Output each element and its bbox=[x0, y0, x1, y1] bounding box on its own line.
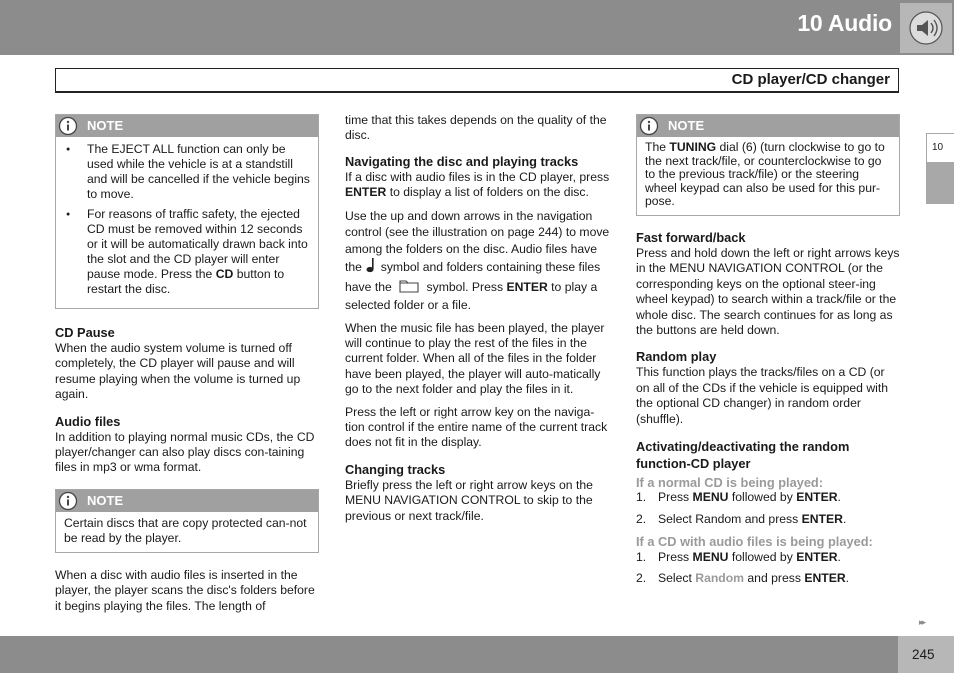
list-number: 1. bbox=[636, 549, 647, 564]
note-bullet bbox=[64, 207, 310, 297]
heading-fast-forward: Fast forward/back bbox=[636, 229, 746, 245]
bold-term: CD bbox=[215, 267, 234, 281]
bold-term: MENU bbox=[692, 490, 729, 505]
section-title: CD player/CD changer bbox=[731, 71, 890, 88]
note-label: NOTE bbox=[87, 118, 124, 133]
text: to play a selected folder or a file. bbox=[345, 279, 598, 313]
bold-term: ENTER bbox=[796, 549, 838, 564]
bold-term: ENTER bbox=[796, 490, 838, 505]
heading-changing-tracks: Changing tracks bbox=[345, 461, 446, 477]
note-header bbox=[56, 490, 318, 512]
paragraph bbox=[345, 170, 610, 201]
paragraph: Press and hold down the left or right arrows keys in the MENU NAVIGATION CONTROL (or the corresponding keys on the optional steer-ing wheel keypad) to search within a track/file or the whole disc. The search continues for as long as the buttons are held down. bbox=[636, 245, 900, 337]
list-item bbox=[636, 550, 900, 565]
text: followed by bbox=[728, 549, 797, 564]
paragraph: This function plays the tracks/files on a CD (or on all of the CDs if the vehicle is equipped with the optional CD changer) in random order (shuffle). bbox=[636, 365, 889, 426]
list-item bbox=[636, 490, 900, 505]
text: symbol. Press bbox=[423, 279, 507, 294]
list-number: 2. bbox=[636, 571, 647, 586]
text: dial (6) (turn clockwise to go to the next track/file, or counterclockwise to go to the previous track/file) or the steering wheel keypad can also be used for this pur-pose. bbox=[645, 140, 885, 209]
bold-term: TUNING bbox=[669, 140, 717, 154]
text: to display a list of folders on the disc. bbox=[386, 185, 589, 200]
text: The bbox=[645, 140, 670, 154]
heading-navigating: Navigating the disc and playing tracks bbox=[345, 153, 579, 169]
text: . bbox=[837, 549, 841, 564]
speaker-icon bbox=[900, 3, 952, 53]
bold-term: ENTER bbox=[801, 511, 843, 526]
note-header bbox=[56, 115, 318, 137]
subheading: If a CD with audio files is being played: bbox=[636, 534, 873, 550]
list-item bbox=[636, 571, 900, 586]
column-3 bbox=[636, 114, 900, 592]
text: Select Random and press bbox=[658, 511, 802, 526]
note-box bbox=[55, 114, 319, 309]
text: Press bbox=[658, 549, 693, 564]
bold-term: MENU bbox=[692, 549, 729, 564]
next-page-arrow-icon: ▸▸ bbox=[919, 617, 925, 627]
note-body bbox=[637, 137, 899, 215]
folder-icon bbox=[399, 278, 419, 298]
text: and press bbox=[744, 571, 805, 586]
note-bullet: ● The EJECT ALL function can only be used while the vehicle is at a standstill and will be cancelled if the vehicle begins to move. bbox=[64, 142, 310, 202]
paragraph: When a disc with audio files is inserted in the player, the player scans the disc's folders before it begins playing the files. The length of bbox=[55, 567, 315, 613]
page-number: 245 bbox=[912, 647, 935, 662]
text: Select bbox=[658, 571, 696, 586]
menu-option: Random bbox=[695, 571, 745, 586]
text: . bbox=[842, 511, 847, 526]
text: Press bbox=[658, 490, 693, 505]
heading-random-play: Random play bbox=[636, 349, 717, 365]
paragraph: When the music file has been played, the player will continue to play the rest of the files in the current folder. When all of the files in the folder have been played, the player will auto-matically go to the next folder and play the files in it. bbox=[345, 320, 605, 397]
info-icon bbox=[639, 116, 659, 140]
text: Use the up and down arrows in the navigation control (see the illustration on page 244) to move among the folders on the disc. Audio files have the bbox=[345, 208, 610, 275]
text: . bbox=[845, 571, 850, 586]
text: followed by bbox=[728, 490, 797, 505]
bold-term: ENTER bbox=[804, 571, 846, 586]
note-label: NOTE bbox=[87, 492, 124, 508]
paragraph: Briefly press the left or right arrow keys on the MENU NAVIGATION CONTROL to skip to the previous or next track/file. bbox=[345, 477, 593, 523]
note-body bbox=[56, 137, 318, 308]
info-icon bbox=[58, 491, 78, 515]
section-header bbox=[55, 68, 899, 93]
text: . bbox=[837, 490, 841, 505]
bold-term: ENTER bbox=[345, 185, 387, 200]
note-box bbox=[636, 114, 900, 216]
paragraph: In addition to playing normal music CDs, the CD player/changer can also play discs con-taining files in mp3 or wma format. bbox=[55, 429, 315, 475]
heading-activating: Activating/deactivating the random function-CD player bbox=[636, 439, 850, 472]
subheading: If a normal CD is being played: bbox=[636, 475, 824, 491]
paragraph: time that this takes depends on the quality of the disc. bbox=[345, 113, 607, 143]
note-box bbox=[55, 489, 319, 553]
music-note-icon bbox=[365, 257, 377, 278]
list-number: 2. bbox=[636, 511, 647, 526]
column-2 bbox=[345, 113, 610, 531]
note-body: Certain discs that are copy protected can-not be read by the player. bbox=[64, 515, 307, 545]
info-icon bbox=[58, 116, 78, 140]
list-number: 1. bbox=[636, 490, 647, 505]
list-item bbox=[636, 512, 900, 527]
note-label: NOTE bbox=[668, 118, 705, 133]
note-header bbox=[637, 115, 899, 137]
chapter-title: 10 Audio bbox=[797, 10, 892, 36]
paragraph: When the audio system volume is turned off completely, the CD player will pause and will resume playing when the volume is turned up again. bbox=[55, 341, 301, 402]
text: symbol and folders containing these files have the bbox=[345, 260, 601, 294]
bullet-text: button to restart the disc. bbox=[87, 267, 285, 296]
paragraph bbox=[345, 208, 610, 314]
column-1 bbox=[55, 114, 319, 621]
chapter-tab-number: 10 bbox=[932, 142, 944, 153]
bullet-text: For reasons of traffic safety, the ejected CD must be removed within 12 seconds or it will be automatically drawn back into the slot and the CD player will enter pause mode. Press the bbox=[87, 207, 308, 281]
text: If a disc with audio files is in the CD player, press bbox=[345, 169, 610, 184]
heading-audio-files: Audio files bbox=[55, 413, 121, 429]
paragraph: Press the left or right arrow key on the naviga-tion control if the entire name of the current track does not fit in the display. bbox=[345, 404, 608, 450]
footer-bar bbox=[0, 636, 954, 673]
bold-term: ENTER bbox=[506, 279, 548, 294]
heading-cd-pause: CD Pause bbox=[55, 325, 115, 340]
